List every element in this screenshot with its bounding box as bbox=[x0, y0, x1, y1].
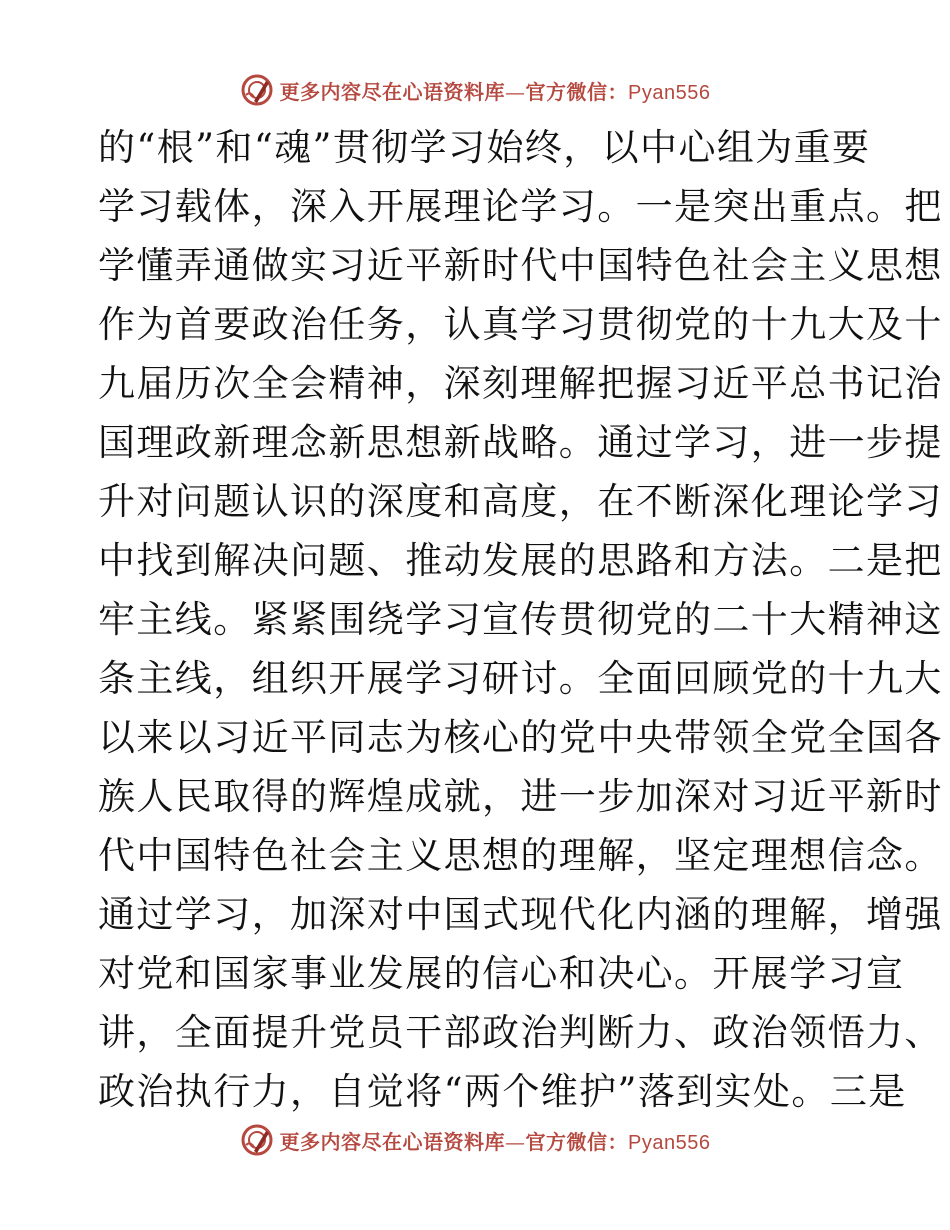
text-line: 国理政新理念新思想新战略。通过学习，进一步提 bbox=[98, 421, 943, 464]
text-line: 九届历次全会精神，深刻理解把握习近平总书记治 bbox=[98, 362, 943, 405]
text-line: 政治执行力，自觉将“两个维护”落到实处。三是 bbox=[98, 1070, 907, 1113]
watermark-wechat-label: 官方微信： bbox=[525, 79, 629, 104]
text-line: 对党和国家事业发展的信心和决心。开展学习宣 bbox=[98, 952, 905, 995]
pen-nib-logo-icon bbox=[240, 73, 274, 107]
watermark-brand: 更多内容尽在心语资料库 bbox=[279, 1129, 506, 1154]
text-line: 学懂弄通做实习近平新时代中国特色社会主义思想 bbox=[98, 244, 943, 287]
text-line: 牢主线。紧紧围绕学习宣传贯彻党的二十大精神这 bbox=[98, 598, 943, 641]
text-line: 讲，全面提升党员干部政治判断力、政治领悟力、 bbox=[98, 1011, 943, 1054]
text-line: 学习载体，深入开展理论学习。一是突出重点。把 bbox=[98, 185, 943, 228]
watermark-account: Pyan556 bbox=[628, 81, 711, 104]
text-line: 作为首要政治任务，认真学习贯彻党的十九大及十 bbox=[98, 303, 943, 346]
text-line: 以来以习近平同志为核心的党中央带领全党全国各 bbox=[98, 716, 943, 759]
watermark-brand: 更多内容尽在心语资料库 bbox=[279, 79, 506, 104]
footer-watermark bbox=[0, 1120, 950, 1160]
document-body bbox=[98, 118, 943, 1121]
text-line: 的“根”和“魂”贯彻学习始终，以中心组为重要 bbox=[98, 126, 871, 169]
header-watermark bbox=[0, 70, 950, 110]
watermark-separator: — bbox=[505, 1129, 526, 1154]
text-line: 族人民取得的辉煌成就，进一步加深对习近平新时 bbox=[98, 775, 943, 818]
pen-nib-logo-icon bbox=[240, 1123, 274, 1157]
watermark-wechat-label: 官方微信： bbox=[525, 1129, 629, 1154]
watermark-separator: — bbox=[505, 79, 526, 104]
text-line: 升对问题认识的深度和高度，在不断深化理论学习 bbox=[98, 480, 943, 523]
text-line: 中找到解决问题、推动发展的思路和方法。二是把 bbox=[98, 539, 943, 582]
text-line: 条主线，组织开展学习研讨。全面回顾党的十九大 bbox=[98, 657, 943, 700]
text-line: 代中国特色社会主义思想的理解，坚定理想信念。 bbox=[98, 834, 943, 877]
text-line: 通过学习，加深对中国式现代化内涵的理解，增强 bbox=[98, 893, 943, 936]
watermark-account: Pyan556 bbox=[628, 1131, 711, 1154]
